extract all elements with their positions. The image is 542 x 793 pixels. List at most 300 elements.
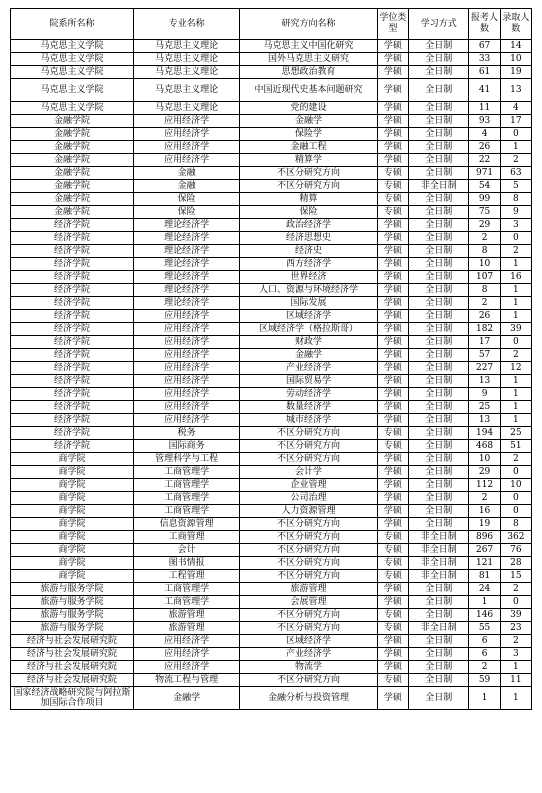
table-body (11, 40, 532, 710)
cell-research-direction: 公司治理 (240, 492, 378, 505)
cell-admitted: 51 (500, 440, 531, 453)
cell-study-mode: 全日制 (409, 310, 469, 323)
cell-admitted: 0 (500, 466, 531, 479)
cell-major: 理论经济学 (133, 232, 239, 245)
cell-study-mode: 全日制 (409, 518, 469, 531)
cell-admitted: 0 (500, 232, 531, 245)
cell-department: 金融学院 (11, 141, 134, 154)
cell-admitted: 2 (500, 349, 531, 362)
table-row (11, 648, 532, 661)
cell-degree-type: 学硕 (377, 79, 408, 102)
cell-applicants: 24 (469, 583, 500, 596)
cell-research-direction: 政治经济学 (240, 219, 378, 232)
cell-major: 工商管理学 (133, 583, 239, 596)
cell-degree-type: 学硕 (377, 310, 408, 323)
cell-applicants: 8 (469, 284, 500, 297)
cell-research-direction: 保险 (240, 206, 378, 219)
cell-research-direction: 不区分研究方向 (240, 453, 378, 466)
table-row (11, 388, 532, 401)
cell-department: 经济学院 (11, 310, 134, 323)
cell-major: 工程管理 (133, 570, 239, 583)
cell-major: 应用经济学 (133, 648, 239, 661)
cell-degree-type: 学硕 (377, 635, 408, 648)
cell-study-mode: 全日制 (409, 401, 469, 414)
cell-department: 旅游与服务学院 (11, 609, 134, 622)
table-row (11, 479, 532, 492)
cell-applicants: 33 (469, 53, 500, 66)
cell-major: 应用经济学 (133, 141, 239, 154)
cell-research-direction: 区域经济学 (240, 310, 378, 323)
cell-major: 应用经济学 (133, 414, 239, 427)
table-row (11, 102, 532, 115)
cell-department: 商学院 (11, 518, 134, 531)
table-row (11, 557, 532, 570)
cell-admitted: 362 (500, 531, 531, 544)
cell-major: 国际商务 (133, 440, 239, 453)
table-row (11, 375, 532, 388)
cell-research-direction: 国际发展 (240, 297, 378, 310)
table-row (11, 206, 532, 219)
cell-admitted: 2 (500, 583, 531, 596)
cell-degree-type: 学硕 (377, 40, 408, 53)
table-row (11, 427, 532, 440)
cell-department: 商学院 (11, 453, 134, 466)
cell-degree-type: 学硕 (377, 453, 408, 466)
cell-applicants: 2 (469, 661, 500, 674)
table-row (11, 440, 532, 453)
cell-admitted: 11 (500, 674, 531, 687)
cell-study-mode: 全日制 (409, 66, 469, 79)
cell-applicants: 25 (469, 401, 500, 414)
table-row (11, 154, 532, 167)
cell-applicants: 10 (469, 258, 500, 271)
cell-applicants: 55 (469, 622, 500, 635)
cell-degree-type: 学硕 (377, 141, 408, 154)
cell-major: 理论经济学 (133, 297, 239, 310)
cell-research-direction: 经济思想史 (240, 232, 378, 245)
cell-study-mode: 全日制 (409, 440, 469, 453)
cell-research-direction: 西方经济学 (240, 258, 378, 271)
cell-applicants: 99 (469, 193, 500, 206)
cell-study-mode: 全日制 (409, 167, 469, 180)
table-row (11, 66, 532, 79)
cell-applicants: 6 (469, 635, 500, 648)
cell-degree-type: 专硕 (377, 531, 408, 544)
cell-research-direction: 不区分研究方向 (240, 544, 378, 557)
table-row (11, 115, 532, 128)
table-row (11, 336, 532, 349)
cell-department: 金融学院 (11, 154, 134, 167)
cell-degree-type: 学硕 (377, 388, 408, 401)
cell-department: 金融学院 (11, 167, 134, 180)
cell-admitted: 9 (500, 206, 531, 219)
cell-degree-type: 学硕 (377, 219, 408, 232)
cell-applicants: 121 (469, 557, 500, 570)
cell-degree-type: 学硕 (377, 245, 408, 258)
table-row (11, 128, 532, 141)
cell-study-mode: 全日制 (409, 596, 469, 609)
cell-major: 图书情报 (133, 557, 239, 570)
cell-study-mode: 全日制 (409, 271, 469, 284)
cell-degree-type: 专硕 (377, 180, 408, 193)
cell-degree-type: 学硕 (377, 336, 408, 349)
cell-research-direction: 金融分析与投资管理 (240, 687, 378, 710)
cell-department: 经济学院 (11, 284, 134, 297)
cell-admitted: 1 (500, 375, 531, 388)
cell-major: 理论经济学 (133, 258, 239, 271)
cell-study-mode: 非全日制 (409, 570, 469, 583)
table-row (11, 219, 532, 232)
table-row (11, 245, 532, 258)
cell-department: 马克思主义学院 (11, 40, 134, 53)
cell-research-direction: 旅游管理 (240, 583, 378, 596)
cell-study-mode: 全日制 (409, 336, 469, 349)
cell-applicants: 41 (469, 79, 500, 102)
cell-major: 金融 (133, 167, 239, 180)
cell-department: 商学院 (11, 505, 134, 518)
table-row (11, 661, 532, 674)
table-row (11, 531, 532, 544)
cell-study-mode: 全日制 (409, 102, 469, 115)
cell-study-mode: 非全日制 (409, 557, 469, 570)
cell-admitted: 3 (500, 648, 531, 661)
cell-research-direction: 不区分研究方向 (240, 180, 378, 193)
cell-admitted: 5 (500, 180, 531, 193)
cell-applicants: 75 (469, 206, 500, 219)
cell-admitted: 10 (500, 53, 531, 66)
cell-degree-type: 专硕 (377, 193, 408, 206)
cell-department: 金融学院 (11, 128, 134, 141)
cell-major: 金融 (133, 180, 239, 193)
cell-research-direction: 不区分研究方向 (240, 167, 378, 180)
cell-research-direction: 人力资源管理 (240, 505, 378, 518)
cell-applicants: 57 (469, 349, 500, 362)
table-row (11, 622, 532, 635)
cell-applicants: 146 (469, 609, 500, 622)
cell-study-mode: 全日制 (409, 128, 469, 141)
cell-major: 应用经济学 (133, 115, 239, 128)
cell-research-direction: 城市经济学 (240, 414, 378, 427)
table-row (11, 258, 532, 271)
cell-admitted: 16 (500, 271, 531, 284)
cell-admitted: 1 (500, 388, 531, 401)
cell-applicants: 468 (469, 440, 500, 453)
table-row (11, 544, 532, 557)
cell-study-mode: 全日制 (409, 492, 469, 505)
cell-department: 经济与社会发展研究院 (11, 635, 134, 648)
cell-admitted: 10 (500, 479, 531, 492)
cell-degree-type: 学硕 (377, 466, 408, 479)
header-major: 专业名称 (133, 9, 239, 40)
table-row (11, 466, 532, 479)
cell-department: 经济学院 (11, 219, 134, 232)
cell-major: 理论经济学 (133, 219, 239, 232)
cell-admitted: 1 (500, 661, 531, 674)
cell-department: 经济学院 (11, 336, 134, 349)
cell-admitted: 1 (500, 414, 531, 427)
cell-admitted: 76 (500, 544, 531, 557)
cell-degree-type: 专硕 (377, 609, 408, 622)
cell-research-direction: 物流学 (240, 661, 378, 674)
cell-department: 商学院 (11, 557, 134, 570)
cell-admitted: 4 (500, 102, 531, 115)
table-row (11, 193, 532, 206)
cell-degree-type: 专硕 (377, 622, 408, 635)
cell-admitted: 2 (500, 453, 531, 466)
cell-applicants: 2 (469, 492, 500, 505)
header-row (11, 9, 532, 40)
cell-study-mode: 全日制 (409, 53, 469, 66)
cell-degree-type: 专硕 (377, 544, 408, 557)
cell-department: 经济学院 (11, 401, 134, 414)
cell-applicants: 971 (469, 167, 500, 180)
table-row (11, 232, 532, 245)
cell-major: 应用经济学 (133, 362, 239, 375)
cell-major: 应用经济学 (133, 323, 239, 336)
cell-research-direction: 马克思主义中国化研究 (240, 40, 378, 53)
cell-study-mode: 全日制 (409, 245, 469, 258)
cell-research-direction: 产业经济学 (240, 648, 378, 661)
cell-research-direction: 保险学 (240, 128, 378, 141)
cell-research-direction: 不区分研究方向 (240, 674, 378, 687)
cell-major: 应用经济学 (133, 661, 239, 674)
cell-degree-type: 学硕 (377, 284, 408, 297)
cell-applicants: 29 (469, 219, 500, 232)
cell-applicants: 267 (469, 544, 500, 557)
cell-applicants: 19 (469, 518, 500, 531)
cell-department: 经济学院 (11, 349, 134, 362)
cell-department: 经济与社会发展研究院 (11, 648, 134, 661)
cell-study-mode: 全日制 (409, 219, 469, 232)
cell-study-mode: 全日制 (409, 427, 469, 440)
header-degree-type: 学位类型 (377, 9, 408, 40)
cell-degree-type: 学硕 (377, 154, 408, 167)
cell-department: 经济学院 (11, 440, 134, 453)
cell-degree-type: 学硕 (377, 271, 408, 284)
cell-department: 经济学院 (11, 258, 134, 271)
cell-department: 旅游与服务学院 (11, 583, 134, 596)
cell-applicants: 2 (469, 297, 500, 310)
cell-study-mode: 全日制 (409, 79, 469, 102)
cell-admitted: 15 (500, 570, 531, 583)
cell-study-mode: 全日制 (409, 375, 469, 388)
table-row (11, 349, 532, 362)
cell-department: 金融学院 (11, 115, 134, 128)
cell-major: 工商管理学 (133, 479, 239, 492)
table-row (11, 297, 532, 310)
cell-department: 金融学院 (11, 180, 134, 193)
cell-research-direction: 产业经济学 (240, 362, 378, 375)
cell-department: 经济学院 (11, 245, 134, 258)
cell-major: 旅游管理 (133, 609, 239, 622)
cell-degree-type: 专硕 (377, 557, 408, 570)
cell-applicants: 4 (469, 128, 500, 141)
table-row (11, 609, 532, 622)
cell-research-direction: 人口、资源与环境经济学 (240, 284, 378, 297)
table-row (11, 570, 532, 583)
cell-degree-type: 学硕 (377, 479, 408, 492)
cell-study-mode: 全日制 (409, 258, 469, 271)
cell-admitted: 13 (500, 79, 531, 102)
cell-major: 工商管理学 (133, 466, 239, 479)
cell-research-direction: 不区分研究方向 (240, 518, 378, 531)
cell-study-mode: 全日制 (409, 388, 469, 401)
cell-applicants: 227 (469, 362, 500, 375)
cell-admitted: 14 (500, 40, 531, 53)
cell-study-mode: 全日制 (409, 453, 469, 466)
cell-major: 保险 (133, 193, 239, 206)
cell-applicants: 8 (469, 245, 500, 258)
cell-study-mode: 非全日制 (409, 531, 469, 544)
cell-degree-type: 学硕 (377, 505, 408, 518)
cell-study-mode: 全日制 (409, 466, 469, 479)
table-row (11, 310, 532, 323)
cell-study-mode: 非全日制 (409, 544, 469, 557)
cell-degree-type: 学硕 (377, 323, 408, 336)
table-row (11, 362, 532, 375)
admissions-table (10, 8, 532, 710)
cell-admitted: 12 (500, 362, 531, 375)
cell-degree-type: 学硕 (377, 687, 408, 710)
table-row (11, 323, 532, 336)
cell-research-direction: 金融学 (240, 115, 378, 128)
cell-admitted: 2 (500, 154, 531, 167)
cell-research-direction: 数量经济学 (240, 401, 378, 414)
cell-study-mode: 全日制 (409, 635, 469, 648)
cell-department: 经济学院 (11, 362, 134, 375)
cell-research-direction: 经济史 (240, 245, 378, 258)
table-row (11, 635, 532, 648)
table-row (11, 518, 532, 531)
cell-major: 物流工程与管理 (133, 674, 239, 687)
table-row (11, 79, 532, 102)
cell-study-mode: 全日制 (409, 154, 469, 167)
cell-research-direction: 精算学 (240, 154, 378, 167)
cell-study-mode: 全日制 (409, 674, 469, 687)
cell-study-mode: 全日制 (409, 362, 469, 375)
cell-major: 马克思主义理论 (133, 102, 239, 115)
cell-admitted: 1 (500, 284, 531, 297)
cell-research-direction: 国外马克思主义研究 (240, 53, 378, 66)
cell-major: 管理科学与工程 (133, 453, 239, 466)
admissions-table-sheet (10, 8, 532, 710)
cell-research-direction: 不区分研究方向 (240, 531, 378, 544)
cell-degree-type: 学硕 (377, 583, 408, 596)
cell-study-mode: 全日制 (409, 583, 469, 596)
cell-department: 马克思主义学院 (11, 66, 134, 79)
cell-degree-type: 专硕 (377, 206, 408, 219)
cell-major: 工商管理学 (133, 596, 239, 609)
cell-major: 马克思主义理论 (133, 40, 239, 53)
cell-major: 应用经济学 (133, 401, 239, 414)
cell-admitted: 25 (500, 427, 531, 440)
cell-applicants: 16 (469, 505, 500, 518)
cell-research-direction: 中国近现代史基本问题研究 (240, 79, 378, 102)
cell-degree-type: 学硕 (377, 362, 408, 375)
cell-major: 应用经济学 (133, 375, 239, 388)
cell-department: 商学院 (11, 570, 134, 583)
cell-study-mode: 全日制 (409, 414, 469, 427)
cell-admitted: 0 (500, 492, 531, 505)
cell-degree-type: 学硕 (377, 115, 408, 128)
cell-department: 经济学院 (11, 232, 134, 245)
cell-department: 经济与社会发展研究院 (11, 661, 134, 674)
cell-degree-type: 学硕 (377, 518, 408, 531)
cell-admitted: 39 (500, 609, 531, 622)
header-study-mode: 学习方式 (409, 9, 469, 40)
cell-major: 应用经济学 (133, 336, 239, 349)
cell-department: 经济学院 (11, 427, 134, 440)
cell-study-mode: 全日制 (409, 609, 469, 622)
cell-degree-type: 学硕 (377, 492, 408, 505)
cell-study-mode: 全日制 (409, 115, 469, 128)
cell-department: 金融学院 (11, 193, 134, 206)
cell-study-mode: 全日制 (409, 479, 469, 492)
cell-admitted: 0 (500, 336, 531, 349)
table-row (11, 284, 532, 297)
cell-department: 商学院 (11, 479, 134, 492)
cell-degree-type: 学硕 (377, 401, 408, 414)
cell-study-mode: 非全日制 (409, 622, 469, 635)
table-row (11, 505, 532, 518)
cell-research-direction: 企业管理 (240, 479, 378, 492)
cell-admitted: 17 (500, 115, 531, 128)
cell-research-direction: 不区分研究方向 (240, 427, 378, 440)
cell-applicants: 1 (469, 687, 500, 710)
table-row (11, 167, 532, 180)
cell-study-mode: 全日制 (409, 232, 469, 245)
cell-major: 应用经济学 (133, 310, 239, 323)
cell-major: 应用经济学 (133, 635, 239, 648)
cell-study-mode: 全日制 (409, 206, 469, 219)
cell-study-mode: 全日制 (409, 687, 469, 710)
cell-applicants: 13 (469, 375, 500, 388)
cell-major: 理论经济学 (133, 245, 239, 258)
cell-degree-type: 学硕 (377, 102, 408, 115)
cell-department: 马克思主义学院 (11, 53, 134, 66)
cell-applicants: 54 (469, 180, 500, 193)
header-department: 院系所名称 (11, 9, 134, 40)
cell-research-direction: 精算 (240, 193, 378, 206)
cell-admitted: 1 (500, 401, 531, 414)
cell-applicants: 6 (469, 648, 500, 661)
cell-research-direction: 不区分研究方向 (240, 570, 378, 583)
cell-department: 商学院 (11, 531, 134, 544)
cell-applicants: 194 (469, 427, 500, 440)
cell-degree-type: 学硕 (377, 128, 408, 141)
cell-department: 国家经济战略研究院与阿拉斯加国际合作项目 (11, 687, 134, 710)
table-row (11, 492, 532, 505)
cell-major: 马克思主义理论 (133, 79, 239, 102)
cell-applicants: 9 (469, 388, 500, 401)
cell-admitted: 28 (500, 557, 531, 570)
cell-degree-type: 学硕 (377, 258, 408, 271)
cell-applicants: 61 (469, 66, 500, 79)
cell-study-mode: 全日制 (409, 648, 469, 661)
cell-research-direction: 会展管理 (240, 596, 378, 609)
cell-major: 理论经济学 (133, 284, 239, 297)
cell-degree-type: 学硕 (377, 648, 408, 661)
cell-study-mode: 全日制 (409, 141, 469, 154)
cell-research-direction: 财政学 (240, 336, 378, 349)
cell-department: 商学院 (11, 466, 134, 479)
cell-degree-type: 学硕 (377, 53, 408, 66)
cell-study-mode: 全日制 (409, 661, 469, 674)
cell-applicants: 10 (469, 453, 500, 466)
cell-major: 应用经济学 (133, 388, 239, 401)
cell-degree-type: 学硕 (377, 349, 408, 362)
cell-applicants: 26 (469, 310, 500, 323)
